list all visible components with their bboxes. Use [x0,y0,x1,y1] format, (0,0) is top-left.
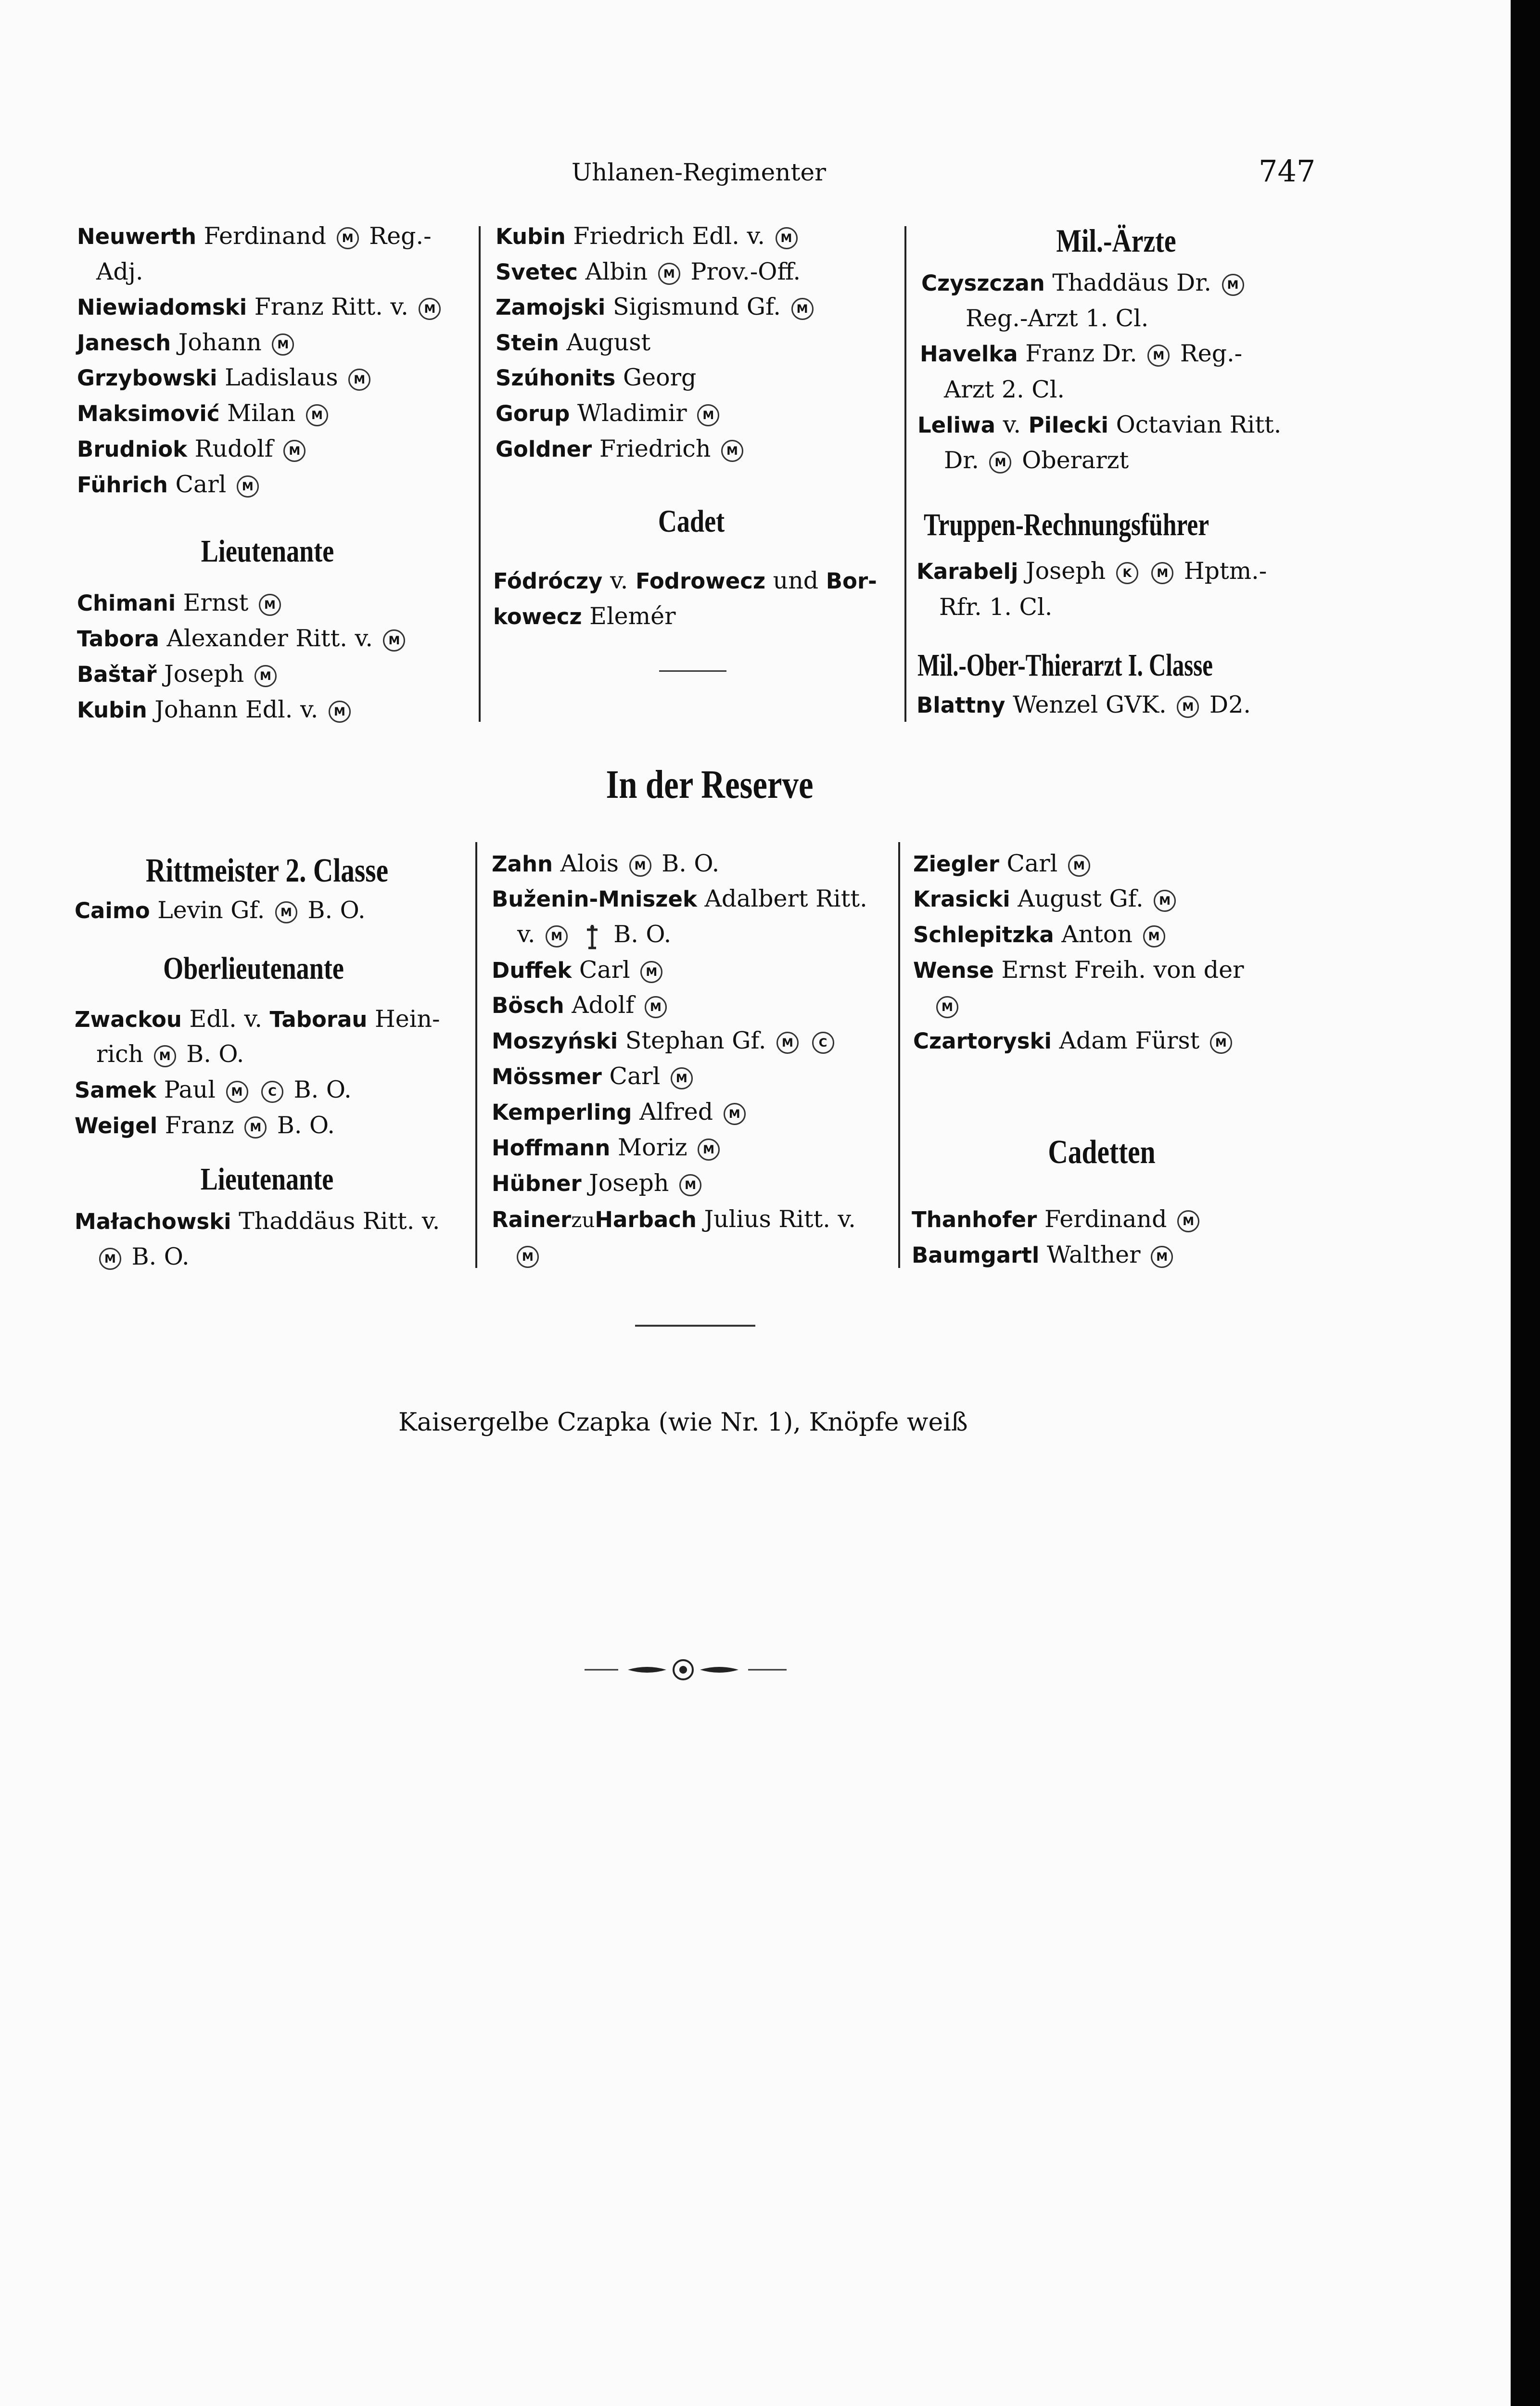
given-name: Carl [175,471,227,498]
section-heading: Lieutenante [201,534,334,569]
given-name: Sigismund Gf. [612,293,781,320]
medal-m-icon: M [272,333,294,356]
surname: Taborau [269,1007,368,1032]
given-name: Octavian Ritt. [1116,411,1282,438]
medal-m-icon: M [724,1103,746,1125]
medal-m-icon: M [791,298,814,320]
given-name: Alexander Ritt. v. [166,625,373,652]
entry [75,1078,352,1103]
entry [492,958,665,983]
text: Edl. v. [189,1005,262,1033]
medal-m-icon: M [383,629,405,652]
column-rule [898,842,900,1268]
entry [77,627,408,652]
given-name: Alois [560,850,619,877]
entry [77,591,284,616]
medal-m-icon: M [259,594,281,616]
entry [496,366,696,389]
surname: Leliwa [917,412,995,438]
given-name: Anton [1061,921,1133,948]
title: Dr. [944,447,979,474]
given-name: Friedrich [599,435,711,462]
given-name: Franz Dr. [1025,340,1137,367]
entry [496,295,816,320]
surname: Blattny [916,692,1005,718]
given-name: Elemér [589,602,676,630]
column-rule [475,842,477,1268]
surname: Bösch [492,993,564,1018]
given-name: Wladimir [577,399,687,427]
given-name: Levin Gf. [157,896,265,924]
entry [77,224,432,249]
given-name: Wenzel GVK. [1013,691,1167,718]
surname: Neuwerth [77,224,197,249]
text: und [773,567,819,594]
given-name: Milan [227,399,296,427]
section-heading: Lieutenante [200,1162,334,1197]
given-name: Carl [609,1062,661,1090]
surname: Małachowski [75,1209,231,1234]
entry [492,1100,749,1125]
section-heading: Cadetten [1048,1134,1156,1171]
surname: Ziegler [913,851,999,877]
cross-icon [584,923,600,950]
medal-k-icon: K [1116,562,1138,584]
surname: Wense [913,958,994,983]
given-name: Ernst [183,589,249,616]
entry [496,224,801,249]
medal-m-icon: M [283,440,305,462]
section-heading: Mil.-Ärzte [1056,222,1176,259]
medal-m-icon: M [989,451,1011,474]
medal-m-icon: M [671,1067,693,1089]
entry-continuation [933,993,961,1018]
surname: Schlepitzka [913,922,1054,947]
medal-m-icon: M [1222,274,1244,296]
surname: Hübner [492,1171,582,1196]
given-name: Franz Ritt. v. [254,293,408,320]
entry [496,401,722,426]
surname: Czyszczan [921,270,1045,296]
given-name: Adolf [572,991,635,1019]
given-name: Georg [623,364,697,391]
given-name: Hein- [375,1005,440,1033]
entry-continuation [944,448,1129,474]
medal-c-icon: C [261,1081,283,1103]
text: v. [517,921,535,948]
surname: Führich [77,472,168,498]
medal-m-icon: M [1151,562,1173,584]
surname: Moszyński [492,1028,618,1054]
entry [77,662,280,687]
entry-continuation [96,1245,190,1270]
medal-m-icon: M [154,1045,176,1067]
medal-m-icon: M [776,227,798,249]
text: v. [1003,411,1021,438]
entry [916,559,1267,584]
entry [916,693,1251,718]
entry [917,413,1281,436]
status: B. O. [613,921,672,948]
entry [492,852,719,877]
entry [496,260,801,285]
surname: Svetec [496,259,578,285]
status: B. O. [662,850,720,877]
medal-m-icon: M [226,1081,248,1103]
given-name: Rudolf [194,435,273,462]
given-name: Joseph [164,660,244,688]
surname: Buženin-Mniszek [492,886,697,912]
uniform-note: Kaisergelbe Czapka (wie Nr. 1), Knöpfe weiß [398,1408,968,1437]
section-heading: Mil.-Ober-Thierarzt I. Classe [917,648,1213,683]
given-name: Stephan Gf. [625,1027,766,1054]
entry-continuation: Rfr. 1. Cl. [939,593,1053,621]
entry-continuation: Arzt 2. Cl. [944,376,1065,403]
entry [492,1064,696,1089]
status: B. O. [293,1076,352,1103]
given-name: Franz [165,1112,234,1139]
entry [492,1029,837,1054]
entry [75,1113,335,1139]
entry-continuation: Reg.-Arzt 1. Cl. [966,305,1149,332]
entry [77,473,262,498]
entry [921,271,1247,296]
ornament-icon [585,1655,787,1684]
medal-m-icon: M [244,1116,267,1139]
medal-m-icon: M [237,475,259,498]
given-name: Johann [178,329,262,356]
surname: Maksimović [77,401,220,426]
entry [492,1207,856,1231]
entry-continuation [514,1243,542,1268]
surname: Krasicki [913,886,1010,912]
surname: Bor- [826,568,877,594]
surname: Samek [75,1077,157,1103]
given-name: Ferdinand [204,222,327,250]
text: zu [571,1208,595,1232]
medal-m-icon: M [658,263,680,285]
medal-m-icon: M [1154,890,1176,912]
rank: Hptm.- [1184,557,1267,585]
given-name: Carl [579,956,630,984]
entry [77,331,297,356]
decoration: D2. [1209,691,1251,718]
section-heading: Rittmeister 2. Classe [145,852,389,889]
surname: Mössmer [492,1064,602,1089]
surname: Czartoryski [913,1028,1052,1054]
rank: Reg.- [369,222,432,250]
medal-m-icon: M [517,1246,539,1268]
entry [913,922,1168,947]
entry [75,1007,440,1031]
surname: Baštař [77,662,157,687]
entry [492,1171,704,1196]
surname: Kemperling [492,1100,632,1125]
surname: Fodrowecz [635,568,766,594]
medal-m-icon: M [1068,855,1090,877]
rank: Reg.- [1180,340,1243,367]
surname: Goldner [496,436,592,462]
column-rule [479,226,481,722]
medal-m-icon: M [936,996,958,1018]
entry [493,569,877,592]
surname: Kubin [496,224,566,249]
surname: kowecz [493,604,582,629]
given-name: Thaddäus Dr. [1052,269,1211,296]
separator-rule [635,1325,755,1327]
entry [913,1029,1235,1054]
medal-m-icon: M [1177,696,1199,718]
medal-m-icon: M [337,227,359,249]
medal-c-icon: C [812,1032,834,1054]
surname: Stein [496,330,559,356]
given-name: rich [96,1040,144,1068]
entry [913,852,1093,877]
scan-border [1511,0,1540,2406]
entry [77,437,308,462]
given-name: Ladislaus [225,364,338,391]
status: B. O. [186,1040,244,1068]
medal-m-icon: M [1143,925,1165,947]
given-name: August Gf. [1018,885,1144,912]
entry [912,1243,1176,1268]
surname: Karabelj [916,559,1018,584]
surname: Janesch [77,330,171,356]
entry [77,698,354,723]
separator-rule [659,670,726,672]
entry [920,342,1242,367]
given-name: Adalbert Ritt. [704,885,867,912]
given-name: August [566,329,651,356]
medal-m-icon: M [629,855,651,877]
given-name: Ferdinand [1044,1205,1167,1233]
given-name: Albin [585,258,648,285]
medal-m-icon: M [1151,1246,1173,1268]
entry [77,401,331,426]
medal-m-icon: M [679,1174,701,1196]
surname: Hoffmann [492,1135,611,1161]
given-name: Thaddäus Ritt. v. [239,1207,440,1235]
surname: Duffek [492,958,572,983]
entry [496,331,650,354]
medal-m-icon: M [1210,1032,1232,1054]
surname: Baumgartl [912,1242,1040,1268]
surname: Pilecki [1028,412,1108,438]
entry [912,1207,1202,1232]
entry-continuation [96,1042,244,1067]
medal-m-icon: M [275,901,297,923]
medal-m-icon: M [255,665,277,687]
surname: Chimani [77,590,176,616]
surname: Gorup [496,401,570,426]
given-name: Alfred [639,1098,713,1126]
given-name: Carl [1006,850,1058,877]
status: B. O. [307,896,366,924]
entry [913,958,1244,982]
given-name: Adam Fürst [1059,1027,1200,1054]
medal-m-icon: M [546,925,568,947]
given-name: Johann Edl. v. [154,696,318,723]
page-number: 747 [1259,154,1316,189]
surname: Harbach [595,1207,697,1232]
rank: Prov.-Off. [690,258,801,285]
medal-m-icon: M [1147,345,1170,367]
reserve-heading: In der Reserve [606,762,814,807]
surname: Szúhonits [496,365,616,391]
medal-m-icon: M [306,404,328,426]
entry [492,887,867,910]
medal-m-icon: M [697,404,719,426]
medal-m-icon: M [698,1139,720,1161]
medal-m-icon: M [776,1032,799,1054]
surname: Fódróczy [493,568,603,594]
column-rule [904,226,906,722]
surname: Thanhofer [912,1207,1037,1232]
medal-m-icon: M [348,369,370,391]
surname: Brudniok [77,436,188,462]
medal-m-icon: M [645,996,667,1018]
surname: Havelka [920,341,1018,367]
surname: Kubin [77,697,147,723]
given-name: Walther [1046,1241,1141,1268]
entry-continuation [517,922,671,950]
surname: Grzybowski [77,365,217,391]
surname: Weigel [75,1113,158,1139]
medal-m-icon: M [99,1248,121,1270]
given-name: Paul [164,1076,216,1103]
entry [75,1209,440,1233]
entry-continuation [493,604,676,628]
text: v. [610,567,628,594]
entry [75,898,366,923]
entry [77,295,444,320]
entry [492,1136,723,1161]
medal-m-icon: M [721,440,743,462]
entry [496,437,746,462]
section-heading: Truppen-Rechnungsführer [924,507,1209,542]
given-name: Julius Ritt. v. [704,1205,856,1233]
surname: Rainer [492,1207,572,1232]
surname: Zwackou [75,1007,182,1032]
surname: Tabora [77,626,159,652]
status: B. O. [131,1243,190,1270]
running-header: Uhlanen-Regimenter [572,158,827,186]
medal-m-icon: M [640,961,662,983]
given-name: Friedrich Edl. v. [573,222,765,250]
surname: Caimo [75,898,150,923]
entry [77,366,373,391]
entry [492,993,670,1018]
rank: Oberarzt [1022,447,1129,474]
section-heading: Cadet [658,504,725,539]
medal-m-icon: M [329,701,351,723]
given-name: Joseph [1025,557,1106,585]
medal-m-icon: M [419,298,441,320]
surname: Niewiadomski [77,294,247,320]
given-name: Joseph [589,1169,669,1197]
given-name: Moriz [617,1134,687,1161]
entry [913,887,1179,912]
medal-m-icon: M [1177,1210,1199,1232]
given-name: Ernst Freih. von der [1001,956,1244,984]
section-heading: Oberlieutenante [163,951,344,986]
surname: Zamojski [496,294,606,320]
surname: Zahn [492,851,553,877]
status: B. O. [277,1112,335,1139]
entry-continuation: Adj. [96,258,143,285]
